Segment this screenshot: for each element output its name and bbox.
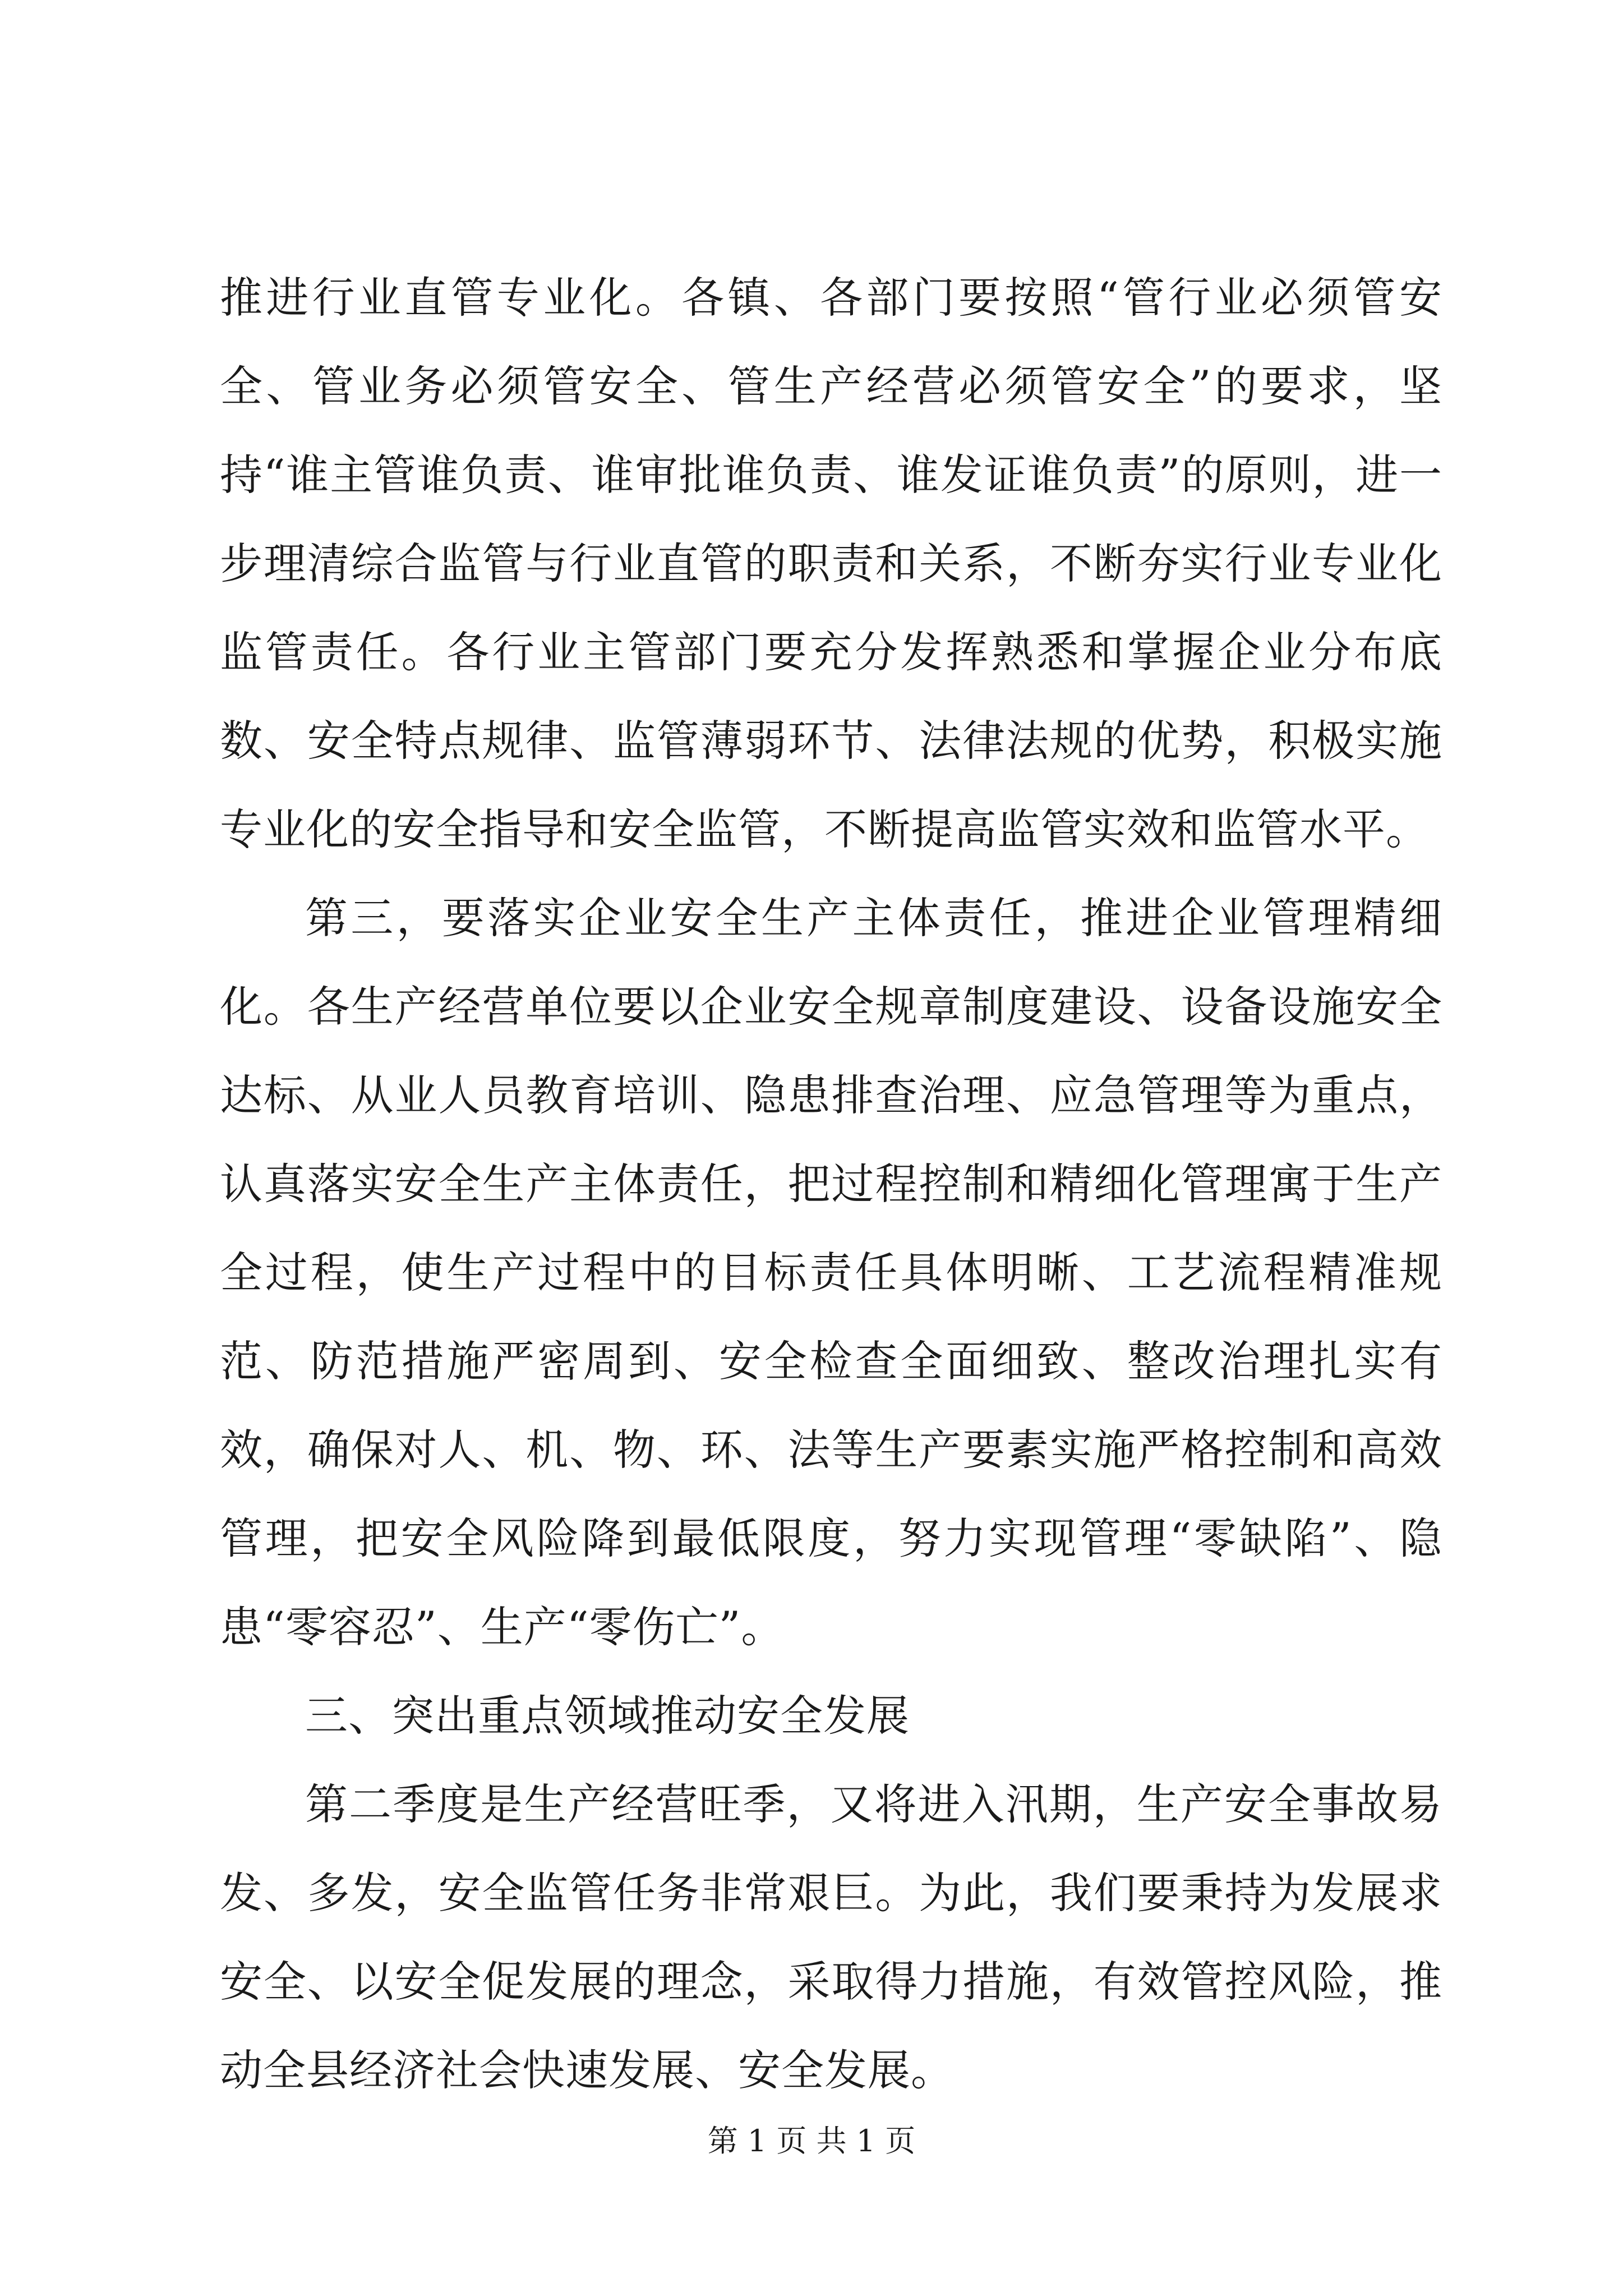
paragraph-industry-supervision: 推进行业直管专业化。各镇、各部门要按照“管行业必须管安全、管业务必须管安全、管生产经营必须管安全”的要求，坚持“谁主管谁负责、谁审批谁负责、谁发证谁负责”的原则，进一步理清综合监管与行业直管的职责和关系，不断夯实行业专业化监管责任。各行业主管部门要充分发挥熟悉和掌握企业分布底数、安全特点规律、监管薄弱环节、法律法规的优势，积极实施专业化的安全指导和安全监管，不断提高监管实效和监管水平。 (220, 273, 1442, 854)
paragraph-second-quarter: 第二季度是生产经营旺季，又将进入汛期，生产安全事故易发、多发，安全监管任务非常艰巨。为此，我们要秉持为发展求安全、以安全促发展的理念，采取得力措施，有效管控风险，推动全县经济社会快速发展、安全发展。 (220, 1779, 1442, 2095)
paragraph-enterprise-responsibility: 第三，要落实企业安全生产主体责任，推进企业管理精细化。各生产经营单位要以企业安全规章制度建设、设备设施安全达标、从业人员教育培训、隐患排查治理、应急管理等为重点，认真落实安全生产主体责任，把过程控制和精细化管理寓于生产全过程，使生产过程中的目标责任具体明晰、工艺流程精准规范、防范措施严密周到、安全检查全面细致、整改治理扎实有效，确保对人、机、物、环、法等生产要素实施严格控制和高效管理，把安全风险降到最低限度，努力实现管理“零缺陷”、隐患“零容忍”、生产“零伤亡”。 (220, 893, 1442, 1652)
section-heading: 三、突出重点领域推动安全发展 (305, 1691, 910, 1741)
document-body (220, 254, 1442, 2115)
page-number-footer: 第 1 页 共 1 页 (707, 2123, 916, 2159)
